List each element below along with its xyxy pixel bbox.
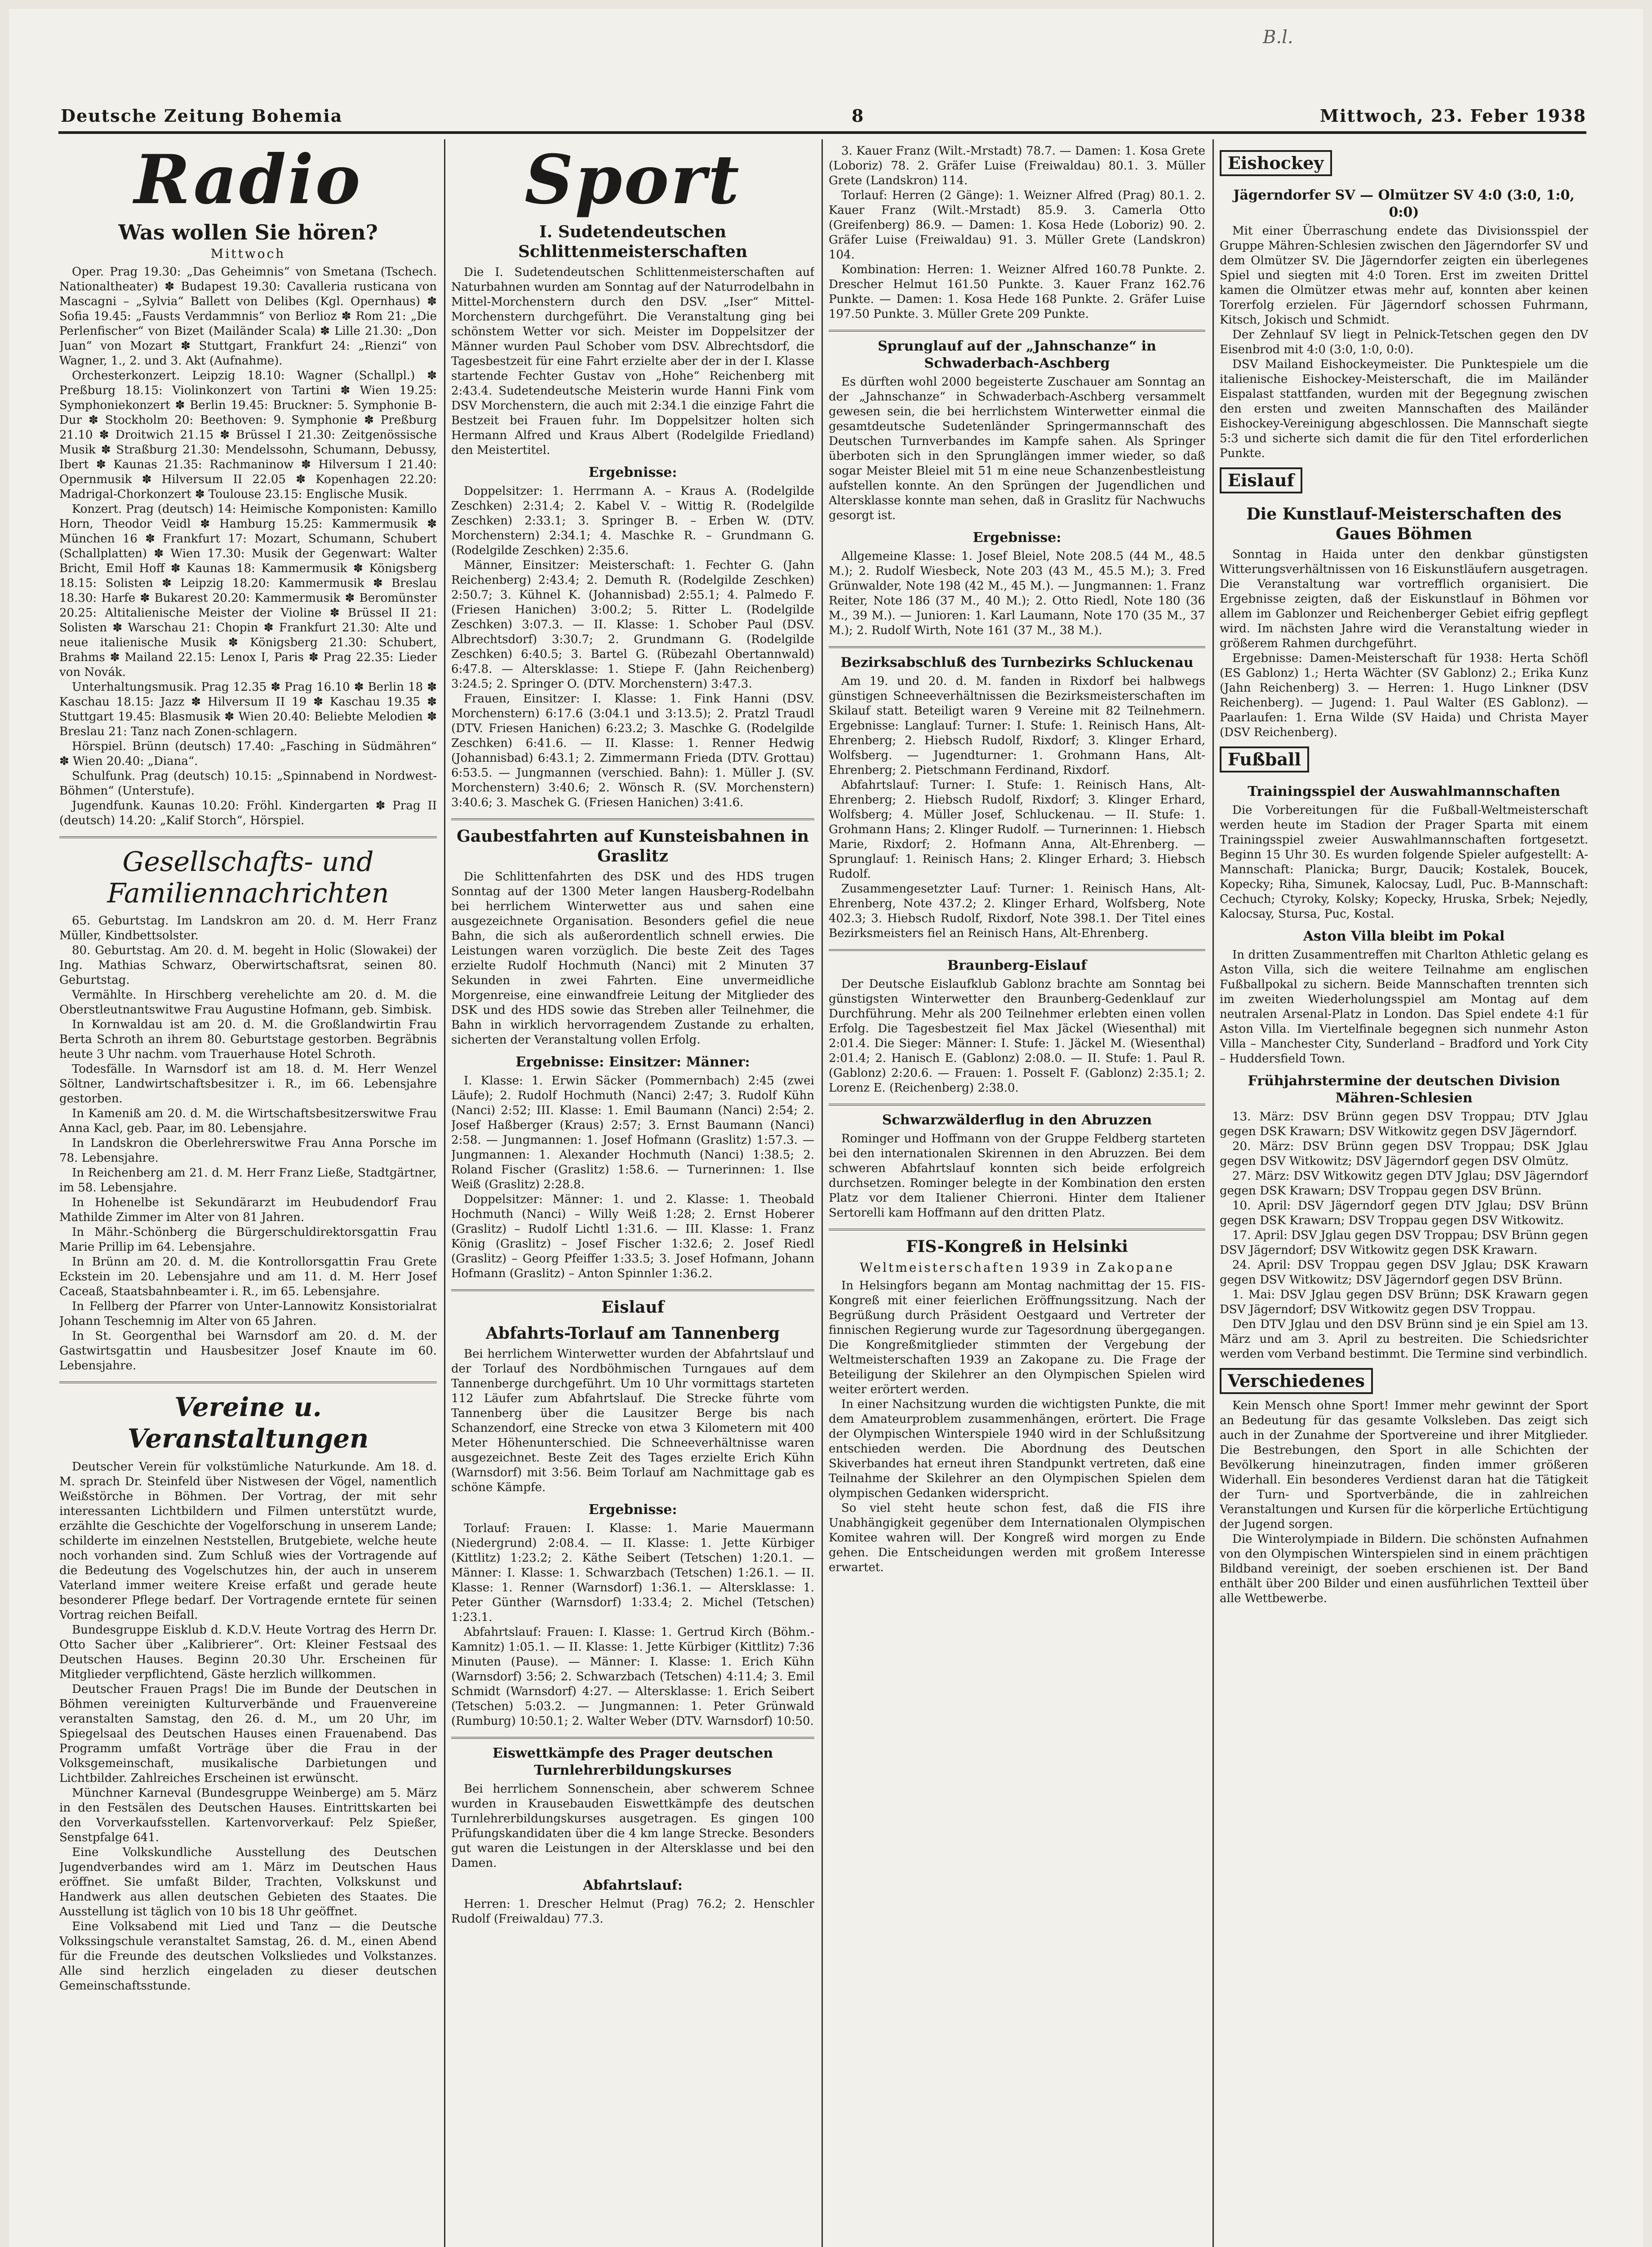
article-body: Der Deutsche Eislaufklub Gablonz brachte am Sonntag bei günstigsten Winterwetter den Braunberg-Gedenklauf zur Durchführung. Mehr als 200 Teilnehmer erlebten einen vollen Erfolg. Die Tagesbestzeit fiel Max Jäckel (Wiesenthal) mit 2:01.4. Die Sieger: Männer: I. Stufe: 1. Jäckel M. (Wiesenthal) 2:01.4; 2. Hanisch E. (Gablonz) 2:08.0. — II. Stufe: 1. Paul R. (Gablonz) 2:20.6. — Frauen: 1. Posselt F. (Gablonz) 2:35.1; 2. Lorenz E. (Reichenberg) 2:38.0. <box>829 977 1205 1095</box>
society-item: In Brünn am 20. d. M. die Kontrollorsgattin Frau Grete Eckstein im 20. Lebensjahre und am 11. d. M. Herr Josef Caceaß, Staatsbahnbeamter i. R., im 65. Lebensjahre. <box>59 1255 437 1298</box>
article-title: I. Sudetendeutschen Schlittenmeisterschaften <box>518 222 748 261</box>
article-title: Schwarzwälderflug in den Abruzzen <box>882 1112 1152 1128</box>
separator <box>829 949 1205 951</box>
results-heading: Abfahrtslauf: <box>583 1878 683 1893</box>
sport-heading: Sport <box>524 144 741 219</box>
article-title: Eiswettkämpfe des Prager deutschen Turnlehrerbildungskurses <box>492 1745 773 1778</box>
results-body: Doppelsitzer: Männer: 1. und 2. Klasse: 1. Theobald Hochmuth (Nanci) – Willy Weiß 1:28; 2. Ernst Hoberer (Graslitz) – Rudolf Lichtl 1:31.6. — III. Klasse: 1. Franz König (Graslitz) – Josef Fischer 1:32.6; 2. Josef Riedl (Graslitz) – Georg Pfeiffer 1:33.5; 3. Josef Hofmann, Johann Hofmann (Graslitz) – Anton Spinnler 1:36.2. <box>451 1193 814 1280</box>
fixture-item: 10. April: DSV Jägerndorf gegen DTV Jglau; DSV Brünn gegen DSK Krawarn; DSV Troppau gegen DSV Witkowitz. <box>1220 1199 1588 1227</box>
article-title: Gaubestfahrten auf Kunsteisbahnen in Graslitz <box>457 827 809 866</box>
column-divider-3 <box>1212 139 1214 2247</box>
separator <box>451 1737 814 1739</box>
article-title: Braunberg-Eislauf <box>947 958 1087 973</box>
column-radio-society <box>59 144 437 2247</box>
article-body: So viel steht heute schon fest, daß die FIS ihre Unabhängigkeit gegenüber dem Internationalen Olympischen Komitee wahren will. Der Kongreß wird morgen zu Ende gehen. Die Entscheidungen werden mit großem Interesse erwartet. <box>829 1501 1205 1574</box>
society-item: In Fellberg der Pfarrer von Unter-Lannowitz Konsistorialrat Johann Teschemnig im Alter von 65 Jahren. <box>59 1300 437 1328</box>
society-item: In St. Georgenthal bei Warnsdorf am 20. d. M. der Gastwirtsgattin und Hausbesitzer Josef Knaute im 60. Lebensjahre. <box>59 1329 437 1372</box>
results-body: 3. Kauer Franz (Wilt.-Mrstadt) 78.7. — Damen: 1. Kosa Grete (Loboriz) 78. 2. Gräfer Luise (Freiwaldau) 80.1. 3. Müller Grete (Landskron) 114. <box>829 144 1205 187</box>
radio-youthradio: Jugendfunk. Kaunas 10.20: Fröhl. Kindergarten ✽ Prag II (deutsch) 14.20: „Kalif Storch“, Hörspiel. <box>59 799 437 827</box>
fixture-item: Den DTV Jglau und den DSV Brünn sind je ein Spiel am 13. März und am 3. April zu bestreiten. Die Schiedsrichter werden vom Verband bestimmt. Die Termine sind verbindlich. <box>1220 1318 1588 1361</box>
society-item: In Mähr.-Schönberg die Bürgerschuldirektorsgattin Frau Marie Prillip im 64. Lebensjahre. <box>59 1226 437 1254</box>
column-sport-right <box>1220 144 1588 2247</box>
header-rule <box>58 131 1586 134</box>
society-item: In Reichenberg am 21. d. M. Herr Franz Ließe, Stadtgärtner, im 58. Lebensjahre. <box>59 1166 437 1195</box>
article-title: Jägerndorfer SV — Olmützer SV 4:0 (3:0, 1:0, 0:0) <box>1233 187 1575 220</box>
separator <box>829 1104 1205 1106</box>
results-body: Allgemeine Klasse: 1. Josef Bleiel, Note 208.5 (44 M., 48.5 M.); 2. Rudolf Wiesbeck, Note 203 (43 M., 45.5 M.); 3. Fred Grünwalder, Note 198 (42 M., 45 M.). — Jungmannen: 1. Franz Reiter, Note 186 (37 M., 40 M.); 2. Otto Riedl, Note 180 (36 M., 39 M.). — Junioren: 1. Karl Laumann, Note 170 (35 M., 37 M.); 2. Rudolf Wirth, Note 161 (37 M., 38 M.). <box>829 550 1205 637</box>
society-item: 80. Geburtstag. Am 20. d. M. begeht in Holic (Slowakei) der Ing. Mathias Schwarz, Oberwirtschaftsrat, seinen 80. Geburtstag. <box>59 944 437 987</box>
article-body: Die I. Sudetendeutschen Schlittenmeisterschaften auf Naturbahnen wurden am Sonntag auf der Naturrodelbahn in Mittel-Morchenstern durch den DSV. „Iser“ Mittel-Morchenstern durchgeführt. Die Veranstaltung ging bei schönstem Wetter vor sich. Meister im Doppelsitzer der Männer wurden Paul Schober vom DSV. Albrechtsdorf, die Tagesbestzeit für eine Fahrt erzielte aber der in der I. Klasse startende Fechter Gustav von „Hohe“ Reichenberg mit 2:43.4. Sudetendeutsche Meisterin wurde Hanni Fink vom DSV Morchenstern, die auch mit 2:34.1 die einzige Fahrt die Bestzeit bei Frauen fuhr. Im Doppelsitzer holten sich Hermann Alfred und Kraus Albert (Rodelgilde Friedland) den Meistertitel. <box>451 266 814 457</box>
results-body: Torlauf: Frauen: I. Klasse: 1. Marie Mauermann (Niedergrund) 2:08.4. — II. Klasse: 1. Jette Kürbiger (Kittlitz) 1:23.2; 2. Käthe Seibert (Tetschen) 1:20.1. — Männer: I. Klasse: 1. Schwarzbach (Tetschen) 1:26.1. — II. Klasse: 1. Renner (Warnsdorf) 1:36.1. — Altersklasse: 1. Peter Günther (Warnsdorf) 1:33.4; 2. Michel (Tetschen) 1:23.1. <box>451 1522 814 1624</box>
article-body: Zusammengesetzter Lauf: Turner: 1. Reinisch Hans, Alt-Ehrenberg, Note 437.2; 2. Klinger Erhard, Wolfsberg, Note 402.3; 3. Hiebsch Rudolf, Rixdorf, Note 398.1. Der Titel eines Bezirksmeisters fiel an Reinisch Hans, Alt-Ehrenberg. <box>829 882 1205 940</box>
society-item: In Landskron die Oberlehrerswitwe Frau Anna Porsche im 78. Lebensjahre. <box>59 1137 437 1165</box>
society-heading: Gesellschafts- und Familiennachrichten <box>107 846 389 909</box>
events-heading: Vereine u. Veranstaltungen <box>127 1392 369 1454</box>
society-item: In Hohenelbe ist Sekundärarzt im Heubudendorf Frau Mathilde Zimmer im Alter von 81 Jahren. <box>59 1196 437 1224</box>
results-body: Abfahrtslauf: Frauen: I. Klasse: 1. Gertrud Kirch (Böhm.-Kamnitz) 1:05.1. — II. Klasse: 1. Jette Kürbiger (Kittlitz) 7:36 Minuten (Pause). — Männer: I. Klasse: 1. Erich Kühn (Warnsdorf) 3:56; 2. Schwarzbach (Tetschen) 4:11.4; 3. Emil Schmidt (Warnsdorf) 4:27. — Altersklasse: 1. Erich Seibert (Tetschen) 5:03.2. — Jungmannen: 1. Peter Grünwald (Rumburg) 10:50.1; 2. Walter Weber (DTV. Warnsdorf) 10:50. <box>451 1625 814 1728</box>
separator <box>829 646 1205 648</box>
header-date: Mittwoch, 23. Feber 1938 <box>1319 106 1586 126</box>
page-header <box>61 106 1586 133</box>
separator <box>829 330 1205 332</box>
separator <box>59 836 437 838</box>
fixture-item: 27. März: DSV Witkowitz gegen DTV Jglau; DSV Jägerndorf gegen DSK Krawarn; DSV Troppau gegen DSV Brünn. <box>1220 1169 1588 1198</box>
column-divider-1 <box>444 139 445 2247</box>
results-body: Torlauf: Herren (2 Gänge): 1. Weizner Alfred (Prag) 80.1. 2. Kauer Franz (Wilt.-Mrstadt) 85.9. 3. Camerla Otto (Greifenberg) 86.9. — Damen: 1. Kosa Hede (Loboriz) 90. 2. Gräfer Luise (Freiwaldau) 91. 3. Müller Grete (Landskron) 104. <box>829 189 1205 262</box>
radio-heading: Radio <box>134 144 362 219</box>
article-title: Frühjahrstermine der deutschen Division Mähren-Schlesien <box>1248 1073 1560 1106</box>
society-item: Vermählte. In Hirschberg verehelichte am 20. d. M. die Oberstleutnantswitwe Frau Augustine Hofmann, geb. Simbisk. <box>59 988 437 1017</box>
article-body: Mit einer Überraschung endete das Divisionsspiel der Gruppe Mähren-Schlesien zwischen den Jägerndorfer SV und dem Olmützer SV. Die Jägerndorfer zeigten ein überlegenes Spiel und siegten mit 4:0 Toren. Erst im zweiten Drittel kamen die Olmützer etwas mehr auf, konnten aber keinen Torerfolg erzielen. Für Jägerndorf schossen Fuhrmann, Kitsch, Jokisch und Schmidt. <box>1220 224 1588 327</box>
results-heading: Ergebnisse: <box>973 530 1061 546</box>
separator <box>451 818 814 820</box>
fixture-item: 17. April: DSV Jglau gegen DSV Troppau; DSV Brünn gegen DSV Jägerndorf; DSV Witkowitz gegen DSK Krawarn. <box>1220 1229 1588 1257</box>
article-body: In Helsingfors begann am Montag nachmittag der 15. FIS-Kongreß mit einer feierlichen Eröffnungssitzung. Nach der Begrüßung durch Präsident Oestgaard und Vertreter der finnischen Regierung wurde zur Tagesordnung übergegangen. Die Kongreßmitglieder stimmten der Vergebung der Weltmeisterschaften 1939 an Zakopane zu. Die Frage der Beteiligung der Skilehrer an den Olympischen Spielen wird weiter erörtert werden. <box>829 1279 1205 1396</box>
article-body: Ergebnisse: Damen-Meisterschaft für 1938: Herta Schöfl (ES Gablonz) 1.; Herta Wächter (SV Gablonz) 2.; Erika Kunz (Jahn Reichenberg) 3. — Herren: 1. Hugo Linkner (DSV Reichenberg). — Jugend: 1. Paul Walter (ES Gablonz). — Paarlaufen: 1. Erna Wilde (SV Haida) und Christa Mayer (DSV Reichenberg). <box>1220 652 1588 739</box>
fixture-item: 24. April: DSV Troppau gegen DSV Jglau; DSK Krawarn gegen DSV Witkowitz; DSV Jägerndorf gegen DSV Brünn. <box>1220 1258 1588 1287</box>
events-item: Eine Volkskundliche Ausstellung des Deutschen Jugendverbandes wird am 1. März im Deutschen Haus eröffnet. Sie umfaßt Bilder, Trachten, Volkskunst und Handwerk aus allen deutschen Gebieten des Staates. Die Ausstellung ist täglich von 10 bis 18 Uhr geöffnet. <box>59 1846 437 1918</box>
radio-orchestra: Orchesterkonzert. Leipzig 18.10: Wagner (Schallpl.) ✽ Preßburg 18.15: Violinkonzert von Tartini ✽ Wien 19.25: Symphoniekonzert ✽ Berlin 19.45: Bruckner: 5. Symphonie B-Dur ✽ Stockholm 20: Beethoven: 9. Symphonie ✽ Preßburg 21.10 ✽ Droitwich 21.15 ✽ Brüssel I 21.30: Zeitgenössische Musik ✽ Straßburg 21.30: Mendelssohn, Schumann, Debussy, Ibert ✽ Kaunas 21.35: Rachmaninow ✽ Hilversum I 21.40: Opernmusik ✽ Hilversum II 22.05 ✽ Kopenhagen 22.20: Madrigal-Chorkonzert ✽ Toulouse 23.15: Englische Musik. <box>59 369 437 501</box>
article-body: Kein Mensch ohne Sport! Immer mehr gewinnt der Sport an Bedeutung für das gesamte Volksleben. Das zeigt sich auch in der Zunahme der Sportvereine und ihrer Mitglieder. Die Bestrebungen, den Sport in alle Schichten der Bevölkerung hineinzutragen, finden immer größeren Widerhall. Ein besonderes Verdienst daran hat die Tätigkeit der Turn- und Sportverbände, die in zahlreichen Veranstaltungen und Kursen für die körperliche Ertüchtigung der Jugend sorgen. <box>1220 1399 1588 1531</box>
fixture-item: 20. März: DSV Brünn gegen DSV Troppau; DSK Jglau gegen DSV Witkowitz; DSV Jägerndorf gegen DSV Olmütz. <box>1220 1140 1588 1168</box>
article-title: Die Kunstlauf-Meisterschaften des Gaues Böhmen <box>1246 505 1562 543</box>
newspaper-page <box>9 9 1643 2247</box>
article-title: Sprunglauf auf der „Jahnschanze“ in Schwaderbach-Aschberg <box>878 338 1156 371</box>
column-sport-continued <box>829 144 1205 2247</box>
radio-schoolradio: Schulfunk. Prag (deutsch) 10.15: „Spinnabend in Nordwest-Böhmen“ (Unterstufe). <box>59 769 437 798</box>
results-body: Frauen, Einsitzer: I. Klasse: 1. Fink Hanni (DSV. Morchenstern) 6:17.6 (3:04.1 und 3:13.5); 2. Pratzl Traudl (DTV. Friesen Hanichen) 6:23.2; 3. Maschke G. (Rodelgilde Zeschken) 6:41.6. — II. Klasse: 1. Renner Hedwig (Johannisbad) 6:43.1; 2. Zimmermann Frieda (DTV. Grottau) 6:53.5. — Jungmannen (verschied. Bahn): 1. Müller J. (SV. Morchenstern) 3:40.6; 2. Wönsch R. (SV. Morchenstern) 3:40.6; 3. Maschek G. (Friesen Hanichen) 3:41.6. <box>451 692 814 809</box>
section-title: Eislauf <box>601 1298 665 1317</box>
results-heading: Ergebnisse: <box>588 1502 677 1518</box>
article-title: Trainingsspiel der Auswahlmannschaften <box>1248 784 1560 799</box>
article-title: FIS-Kongreß in Helsinki <box>906 1237 1128 1256</box>
events-item: Deutscher Frauen Prags! Die im Bunde der Deutschen in Böhmen vereinigten Kulturverbände und Frauenvereine veranstalten Samstag, den 26. d. M., um 20 Uhr, im Spiegelsaal des Deutschen Hauses einen Frauenabend. Das Programm umfaßt Vorträge über die Frau in der Volksgemeinschaft, musikalische Darbietungen und Lichtbilder. Zahlreiches Erscheinen ist erwünscht. <box>59 1683 437 1785</box>
article-body: Die Vorbereitungen für die Fußball-Weltmeisterschaft werden heute im Stadion der Prager Sparta mit einem Trainingsspiel zweier Auswahlmannschaften fortgesetzt. Beginn 15 Uhr 30. Es wurden folgende Spieler aufgestellt: A-Mannschaft: Planicka; Burgr, Daucik; Kostalek, Boucek, Kopecky; Riha, Simunek, Kalocsay, Ludl, Puc. B-Mannschaft: Cechuch; Ctyroky, Kolsky; Kopecky, Hruska, Srbek; Nejedly, Kalocsay, Stursa, Puc, Kostal. <box>1220 804 1588 921</box>
events-item: Bundesgruppe Eisklub d. K.D.V. Heute Vortrag des Herrn Dr. Otto Sacher über „Kalibrierer“. Ort: Kleiner Festsaal des Deutschen Hauses. Beginn 20.30 Uhr. Erscheinen für Mitglieder verpflichtend, Gäste herzlich willkommen. <box>59 1623 437 1681</box>
page-stamp: B.l. <box>1263 27 1293 48</box>
article-body: Der Zehnlauf SV liegt in Pelnick-Tetschen gegen den DV Eisenbrod mit 4:0 (3:0, 1:0, 0:0). <box>1220 328 1588 356</box>
article-body: DSV Mailand Eishockeymeister. Die Punktespiele um die italienische Eishockey-Meisterschaft, die im Mailänder Eispalast stattfanden, wurden mit der Begegnung zwischen den ersten und zweiten Mannschaften des Mailänder Eishockey-Vereinigung abgeschlossen. Die Mannschaft siegte 5:3 und sicherte sich damit die für den Titel erforderlichen Punkte. <box>1220 358 1588 460</box>
results-body: Herren: 1. Drescher Helmut (Prag) 76.2; 2. Henschler Rudolf (Freiwaldau) 77.3. <box>451 1897 814 1926</box>
society-item: 65. Geburtstag. Im Landskron am 20. d. M. Herr Franz Müller, Kindbettsolster. <box>59 914 437 942</box>
article-title: Bezirksabschluß des Turnbezirks Schluckenau <box>840 655 1194 671</box>
separator <box>59 1381 437 1383</box>
radio-radioplay: Hörspiel. Brünn (deutsch) 17.40: „Fasching in Südmähren“ ✽ Wien 20.40: „Diana“. <box>59 740 437 768</box>
article-title: Abfahrts-Torlauf am Tannenberg <box>485 1324 780 1343</box>
article-body: Am 19. und 20. d. M. fanden in Rixdorf bei halbwegs günstigen Schneeverhältnissen die Bezirksmeisterschaften im Skilauf statt. Beteiligt waren 9 Vereine mit 82 Teilnehmern. Ergebnisse: Langlauf: Turner: I. Stufe: 1. Reinisch Hans, Alt-Ehrenberg; 2. Hiebsch Rudolf, Rixdorf; 3. Klinger Erhard, Wolfsberg. — Jugendturner: 1. Grohmann Hans, Alt-Ehrenberg; 2. Pietschmann Ferdinand, Rixdorf. <box>829 675 1205 777</box>
section-box-heading: Eislauf <box>1220 467 1302 493</box>
separator <box>829 1229 1205 1230</box>
header-page-number: 8 <box>852 106 865 126</box>
article-body: In dritten Zusammentreffen mit Charlton Athletic gelang es Aston Villa, sich die weitere Teilnahme am englischen Fußballpokal zu sichern. Beide Mannschaften trennten sich im zweiten Wiederholungsspiel am Montag auf dem neutralen Arsenal-Platz in London. Das Spiel endete 4:1 für Aston Villa. Im Viertelfinale begegnen sich nunmehr Aston Villa – Manchester City, Sunderland – Bradford und York City – Huddersfield Town. <box>1220 948 1588 1066</box>
article-title: Aston Villa bleibt im Pokal <box>1303 928 1505 944</box>
article-subtitle: Weltmeisterschaften 1939 in Zakopane <box>859 1260 1175 1275</box>
results-body: I. Klasse: 1. Erwin Säcker (Pommernbach) 2:45 (zwei Läufe); 2. Rudolf Hochmuth (Nanci) 2:47; 3. Rudolf Kühn (Nanci) 2:52; III. Klasse: 1. Emil Baumann (Nanci) 2:54; 2. Josef Haßberger (Kraus) 2:57; 3. Ernst Baumann (Nanci) 2:58. — Jungmannen: 1. Josef Hofmann (Graslitz) 1:57.3. — Jungmannen: 1. Alexander Hochmuth (Nanci) 1:38.5; 2. Roland Fischer (Graslitz) 1:58.6. — Turnerinnen: 1. Ilse Weiß (Graslitz) 2:28.8. <box>451 1074 814 1191</box>
article-body: Es dürften wohl 2000 begeisterte Zuschauer am Sonntag an der „Jahnschanze“ in Schwaderbach-Aschberg versammelt gewesen sein, die bei herrlichstem Winterwetter einmal die gesamtdeutsche Sudetenländer Springermannschaft des Deutschen Turnverbandes im Kampfe sahen. Als Springer überboten sich in den Sprunglängen immer wieder, so daß sogar Meister Bleiel mit 51 m eine neue Schanzenbestleistung aufstellen konnte. An den Sprüngen der Jugendlichen und Altersklasse konnte man sehen, daß in Graslitz für Nachwuchs gesorgt ist. <box>829 375 1205 522</box>
society-item: In Kornwaldau ist am 20. d. M. die Großlandwirtin Frau Berta Schroth an ihrem 80. Geburtstage gestorben. Begräbnis heute 3 Uhr nachm. vom Trauerhause Hotel Schroth. <box>59 1018 437 1061</box>
radio-day: Mittwoch <box>210 246 286 261</box>
section-box-heading: Eishockey <box>1220 150 1332 176</box>
results-body: Kombination: Herren: 1. Weizner Alfred 160.78 Punkte. 2. Drescher Helmut 161.50 Punkte. 3. Kauer Franz 162.76 Punkte. — Damen: 1. Kosa Hede 168 Punkte. 2. Gräfer Luise 197.50 Punkte. 3. Müller Grete 209 Punkte. <box>829 263 1205 321</box>
article-body: Die Winterolympiade in Bildern. Die schönsten Aufnahmen von den Olympischen Winterspielen sind in einem prächtigen Bildband vereinigt, der soeben erschienen ist. Der Band enthält über 200 Bilder und einen ausführlichen Textteil über alle Wettbewerbe. <box>1220 1532 1588 1605</box>
section-box-heading: Fußball <box>1220 746 1309 773</box>
fixture-item: 1. Mai: DSV Jglau gegen DSV Brünn; DSK Krawarn gegen DSV Jägerndorf; DSV Witkowitz gegen DSV Troppau. <box>1220 1288 1588 1316</box>
results-heading: Ergebnisse: <box>588 465 677 480</box>
results-body: Männer, Einsitzer: Meisterschaft: 1. Fechter G. (Jahn Reichenberg) 2:43.4; 2. Demuth R. (Rodelgilde Zeschken) 2:50.7; 3. Kühnel K. (Johannisbad) 2:55.1; 4. Palmedo F. (Friesen Hanichen) 3:00.2; 5. Ritter L. (Rodelgilde Zeschken) 3:07.3. — II. Klasse: 1. Schober Paul (DSV. Albrechtsdorf) 3:30.7; 2. Grundmann G. (Rodelgilde Zeschken) 6:40.5; 3. Bartel G. (Rübezahl Obertannwald) 6:47.8. — Altersklasse: 1. Stiepe F. (Jahn Reichenberg) 3:24.5; 2. Springer O. (DTV. Morchenstern) 3:47.3. <box>451 559 814 691</box>
events-item: Eine Volksabend mit Lied und Tanz — die Deutsche Volkssingschule veranstaltet Samstag, 26. d. M., einen Abend für die Freunde des deutschen Volksliedes und Volkstanzes. Alle sind herzlich eingeladen zu dieser deutschen Gemeinschaftsstunde. <box>59 1920 437 1993</box>
results-heading: Ergebnisse: Einsitzer: Männer: <box>515 1054 750 1070</box>
column-sport <box>451 144 814 2247</box>
article-body: Sonntag in Haida unter den denkbar günstigsten Witterungsverhältnissen von 16 Eiskunstläufern ausgetragen. Die Veranstaltung war vortrefflich organisiert. Die Ergebnisse zeigten, daß der Eiskunstlauf in Böhmen vor allem im Gablonzer und Reichenberger Gebiet eifrig gepflegt wird. Im nächsten Jahre wird die Veranstaltung wieder in größerem Rahmen durchgeführt. <box>1220 548 1588 650</box>
radio-opera: Oper. Prag 19.30: „Das Geheimnis“ von Smetana (Tschech. Nationaltheater) ✽ Budapest 19.30: Cavalleria rusticana von Mascagni – „Sylvia“ Ballett von Delibes (Kgl. Opernhaus) ✽ Sofia 19.45: „Fausts Verdammnis“ von Berlioz ✽ Rom 21: „Die Perlenfischer“ von Bizet (Mailänder Scala) ✽ Lille 21.30: „Don Juan“ von Mozart ✽ Stuttgart, Frankfurt 24: „Rienzi“ von Wagner, 1., 2. und 3. Akt (Aufnahme). <box>59 265 437 368</box>
article-body: Rominger und Hoffmann von der Gruppe Feldberg starteten bei den internationalen Skirennen in den Abruzzen. Bei dem schweren Abfahrtslauf konnten sich beide erfolgreich durchsetzen. Rominger belegte in der Kombination den ersten Platz vor dem Italiener Chierroni. Hinter dem Italiener Sertorelli kam Hoffmann auf den dritten Platz. <box>829 1132 1205 1220</box>
radio-concert: Konzert. Prag (deutsch) 14: Heimische Komponisten: Kamillo Horn, Theodor Veidl ✽ Hamburg 15.25: Kammermusik ✽ München 16 ✽ Frankfurt 17: Mozart, Schumann, Schubert (Schallplatten) ✽ Wien 17.30: Musik der Gegenwart: Walter Bricht, Emil Hoff ✽ Kaunas 18: Kammermusik ✽ Königsberg 18.15: Solisten ✽ Leipzig 18.20: Kammermusik ✽ Breslau 18.30: Harfe ✽ Bukarest 20.20: Kammermusik ✽ Beromünster 20.25: Altitalienische Meister der Violine ✽ Brüssel II 21: Solisten ✽ Warschau 21: Chopin ✽ Frankfurt 21.30: Alte und neue italienische Musik ✽ Königsberg 21.30: Schubert, Brahms ✽ Mailand 22.15: Lenox I, Paris ✽ Prag 22.35: Lieder von Novák. <box>59 502 437 679</box>
society-item: In Kameniß am 20. d. M. die Wirtschaftsbesitzerswitwe Frau Anna Kacl, geb. Paar, im 80. Lebensjahre. <box>59 1107 437 1135</box>
article-body: Die Schlittenfahrten des DSK und des HDS trugen Sonntag auf der 1300 Meter langen Hausberg-Rodelbahn bei herrlichem Winterwetter aus und sahen eine ausgezeichnete Organisation. Besonders gefiel die neue Bahn, die sich als außerordentlich schnell erwies. Die Leistungen waren vorzüglich. Die beste Zeit des Tages erzielte Rudolf Hochmuth (Nanci) mit 2 Minuten 37 Sekunden in zwei Fahrten. Eine unvermeidliche Morgenreise, eine einwandfreie Leitung der Mitglieder des DSK und des HDS sowie das Streben aller Teilnehmer, die Bahn in wirklich hervorragendem Zustande zu erhalten, sicherten der Veranstaltung vollen Erfolg. <box>451 870 814 1047</box>
society-item: Todesfälle. In Warnsdorf ist am 18. d. M. Herr Wenzel Söltner, Landwirtschaftsbesitzer i. R., im 66. Lebensjahre gestorben. <box>59 1062 437 1106</box>
header-paper-name: Deutsche Zeitung Bohemia <box>61 106 343 126</box>
article-body: In einer Nachsitzung wurden die wichtigsten Punkte, die mit dem Amateurproblem zusammenhängen, erörtert. Die Frage der Olympischen Winterspiele 1940 wird in der Schlußsitzung entschieden werden. Die Abordnung des Deutschen Skiverbandes hat erneut ihren Standpunkt vertreten, daß eine Teilnahme der Skilehrer an den Olympischen Spielen dem olympischen Gedanken widerspricht. <box>829 1398 1205 1500</box>
article-body: Bei herrlichem Sonnenschein, aber schwerem Schnee wurden in Krausebauden Eiswettkämpfe des deutschen Turnlehrerbildungskurses ausgetragen. Es gingen 100 Prüfungskandidaten über die 4 km lange Strecke. Besonders gut waren die Leistungen in der Altersklasse und bei den Damen. <box>451 1782 814 1870</box>
separator <box>451 1289 814 1291</box>
events-item: Münchner Karneval (Bundesgruppe Weinberge) am 5. März in den Festsälen des Deutschen Hauses. Eintrittskarten bei den Vorverkaufsstellen. Kartenvorverkauf: Pelz Spießer, Senstpfalge 641. <box>59 1786 437 1844</box>
fixture-item: 13. März: DSV Brünn gegen DSV Troppau; DTV Jglau gegen DSK Krawarn; DSV Witkowitz gegen DSV Jägerndorf. <box>1220 1110 1588 1138</box>
article-body: Bei herrlichem Winterwetter wurden der Abfahrtslauf und der Torlauf des Nordböhmischen Turngaues auf dem Tannenberge durchgeführt. Um 10 Uhr vormittags starteten 112 Läufer zum Abfahrtslauf. Die Strecke führte vom Tannenberg über die Lausitzer Berge bis nach Schanzendorf, eine Strecke von etwa 3 Kilometern mit 400 Meter Höhenunterschied. Die Schneeverhältnisse waren ausgezeichnet. Beste Zeit des Tages erzielte Erich Kühn (Warnsdorf) mit 3:56. Beim Torlauf am Nachmittage gab es schöne Kämpfe. <box>451 1347 814 1494</box>
article-body: Abfahrtslauf: Turner: I. Stufe: 1. Reinisch Hans, Alt-Ehrenberg; 2. Hiebsch Rudolf, Rixdorf; 3. Klinger Erhard, Wolfsberg; 4. Müller Josef, Schluckenau. — II. Stufe: 1. Grohmann Hans; 2. Klinger Rudolf. — Turnerinnen: 1. Hiebsch Marie, Rixdorf; 2. Hofmann Anna, Alt-Ehrenberg. — Sprunglauf: 1. Reinisch Hans; 2. Klinger Erhard; 3. Hiebsch Rudolf. <box>829 778 1205 881</box>
section-box-heading: Verschiedenes <box>1220 1368 1373 1394</box>
column-divider-2 <box>822 139 823 2247</box>
radio-question: Was wollen Sie hören? <box>118 220 378 244</box>
radio-entertainment: Unterhaltungsmusik. Prag 12.35 ✽ Prag 16.10 ✽ Berlin 18 ✽ Kaschau 18.15: Jazz ✽ Hilversum II 19 ✽ Kaschau 19.35 ✽ Stuttgart 19.45: Blasmusik ✽ Wien 20.40: Beliebte Melodien ✽ Breslau 21: Tanz nach Zonen-schlagern. <box>59 680 437 738</box>
events-item: Deutscher Verein für volkstümliche Naturkunde. Am 18. d. M. sprach Dr. Steinfeld über Nistwesen der Vögel, namentlich Weißstörche in Böhmen. Der Vortrag, der mit sehr interessanten Lichtbildern und Filmen unterstützt wurde, erzählte die Geschichte der Vogelforschung in unserem Lande; schilderte im einzelnen Neststellen, Brutgebiete, welche heute noch vorhanden sind. Zum Schluß wies der Vortragende auf die Bedeutung des Vogelschutzes hin, der auch in unserem Vaterland immer weitere Kreise erfaßt und gerade heute besonderer Pflege bedarf. Der Vortragende erntete für seinen Vortrag reichen Beifall. <box>59 1460 437 1622</box>
results-body: Doppelsitzer: 1. Herrmann A. – Kraus A. (Rodelgilde Zeschken) 2:31.4; 2. Kabel V. – Wittig R. (Rodelgilde Zeschken) 2:33.1; 3. Springer B. – Erben W. (DTV. Morchenstern) 2:34.1; 4. Maschke R. – Grundmann G. (Rodelgilde Zeschken) 2:35.6. <box>451 484 814 557</box>
